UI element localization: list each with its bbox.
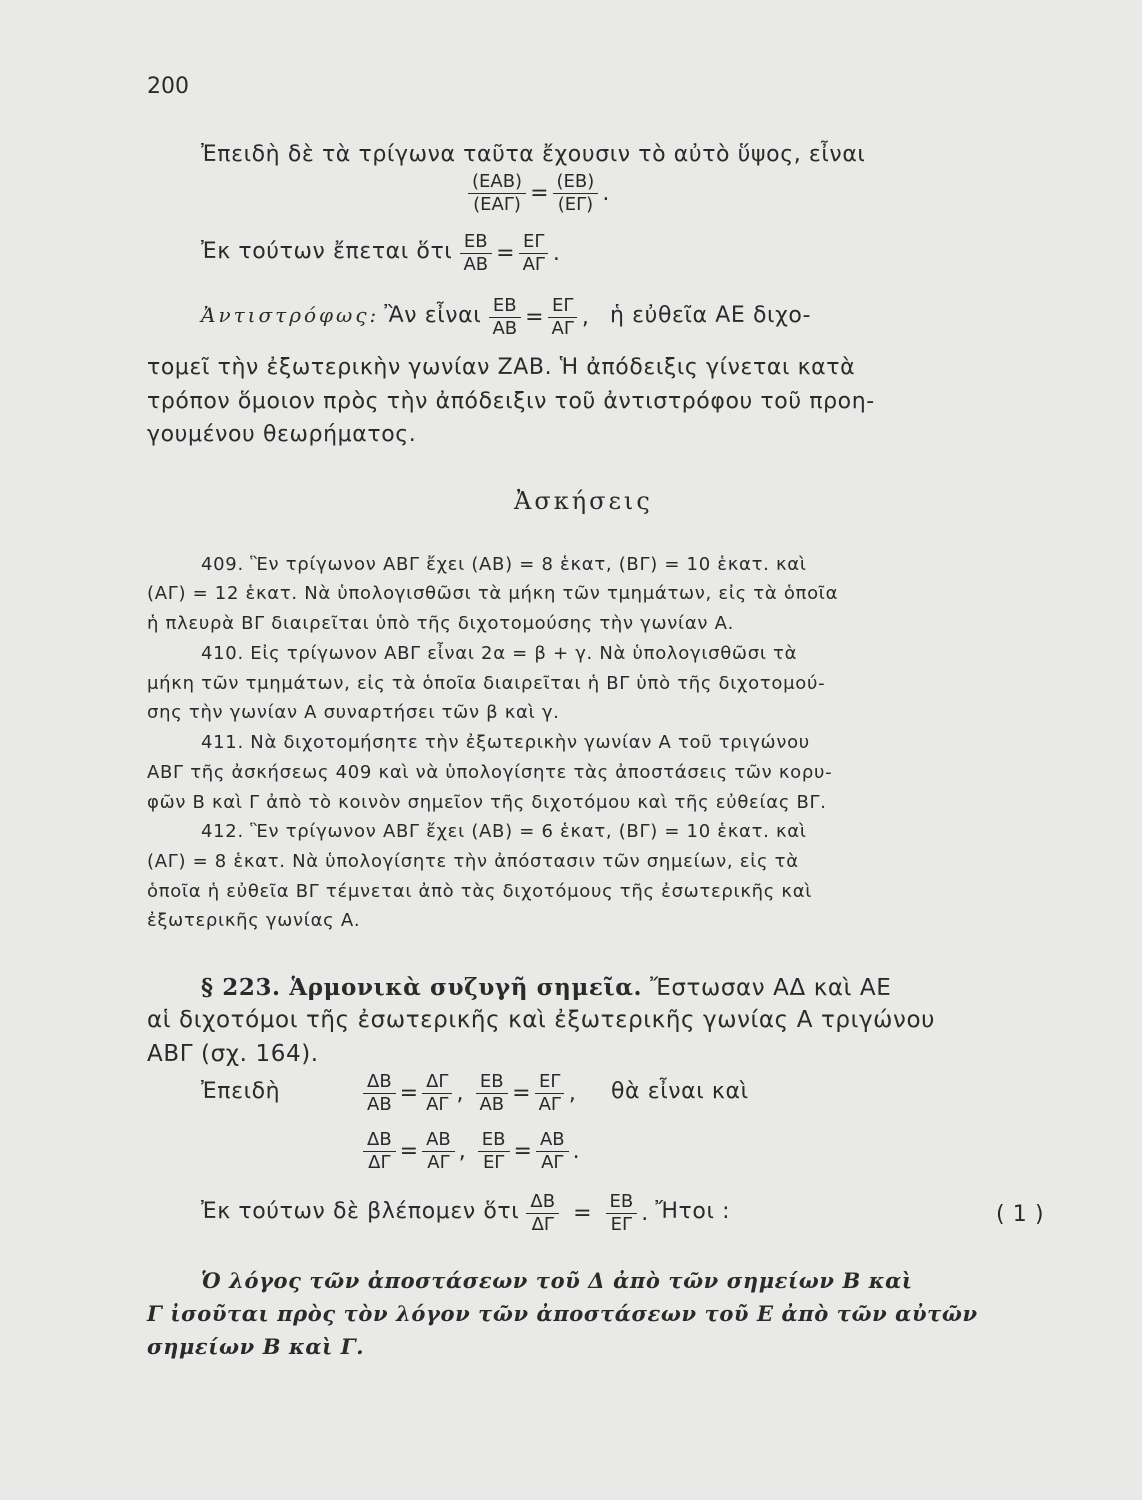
numerator: ΕΓ — [535, 1072, 564, 1094]
exercise-line: ΑΒΓ τῆς ἀσκήσεως 409 καὶ νὰ ὑπολογίσητε τὰς ἀποστάσεις τῶν κορυ- — [147, 762, 833, 783]
denominator: ΑΒ — [367, 1093, 392, 1115]
section-line3: ΑΒΓ (σχ. 164). — [147, 1041, 319, 1067]
p2-line1 — [201, 296, 811, 339]
p1-line1: Ἐπειδὴ δὲ τὰ τρίγωνα ταῦτα ἔχουσιν τὸ αὐτὸ ὕψος, εἶναι — [201, 142, 866, 167]
numerator: ΕΒ — [606, 1192, 638, 1214]
numerator: ΕΓ — [519, 232, 548, 254]
denominator: ΔΓ — [368, 1151, 391, 1173]
equals-sign: = — [525, 304, 544, 330]
p1-line3 — [201, 232, 562, 275]
fraction — [363, 1072, 396, 1115]
equals-sign: = — [496, 240, 515, 266]
denominator: ΑΓ — [426, 1093, 449, 1115]
page-number: 200 — [147, 74, 189, 99]
numerator: ΔΒ — [526, 1192, 559, 1214]
exercises-heading: Ἀσκήσεις — [514, 487, 653, 515]
section-line1 — [201, 974, 891, 1001]
comma: , — [568, 1080, 576, 1106]
exercise-line: ἡ πλευρὰ ΒΓ διαιρεῖται ὑπὸ τῆς διχοτομούσης τὴν γωνίαν Α. — [147, 613, 735, 634]
denominator: ΕΓ — [610, 1213, 633, 1235]
numerator: (ΕΑΒ) — [468, 172, 526, 194]
denominator: ΑΓ — [522, 253, 545, 275]
equation-label: ( 1 ) — [996, 1202, 1045, 1227]
numerator: ΕΒ — [460, 232, 492, 254]
period: . — [572, 1138, 580, 1164]
denominator: ΑΒ — [463, 253, 489, 275]
fraction — [422, 1072, 452, 1115]
ek-touton-text: Ἐκ τούτων δὲ βλέπομεν ὅτι — [201, 1198, 520, 1224]
fraction — [535, 1072, 565, 1115]
fraction — [475, 1072, 508, 1115]
numerator: ΔΒ — [363, 1072, 396, 1094]
p2-line1-rest: ἡ εὐθεῖα ΑΕ διχο- — [609, 302, 811, 328]
numerator: ΑΒ — [536, 1130, 569, 1152]
p1-ratio-areas — [466, 172, 611, 215]
fraction — [536, 1130, 569, 1173]
exercise-line: 410. Εἰς τρίγωνον ΑΒΓ εἶναι 2α = β + γ. Νὰ ὑπολογισθῶσι τὰ — [201, 643, 798, 664]
comma: , — [581, 304, 589, 330]
fraction — [459, 232, 492, 275]
exercise-line: φῶν Β καὶ Γ ἀπὸ τὸ κοινὸν σημεῖον τῆς διχοτόμου καὶ τῆς εὐθείας ΒΓ. — [147, 792, 827, 813]
itoi-text: Ἤτοι : — [655, 1198, 731, 1224]
exercise-line: 412. Ἓν τρίγωνον ΑΒΓ ἔχει (ΑΒ) = 6 ἑκατ, (ΒΓ) = 10 ἑκατ. καὶ — [201, 821, 807, 842]
equals-sign: = — [399, 1138, 419, 1164]
fraction — [553, 172, 599, 215]
exercise-line: 411. Νὰ διχοτομήσητε τὴν ἐξωτερικὴν γωνίαν Α τοῦ τριγώνου — [201, 732, 810, 753]
comma: , — [458, 1138, 466, 1164]
p2-line2: τομεῖ τὴν ἐξωτερικὴν γωνίαν ΖΑΒ. Ἡ ἀπόδειξις γίνεται κατὰ — [147, 355, 856, 380]
section-line2: αἱ διχοτόμοι τῆς ἐσωτερικῆς καὶ ἐξωτερικῆς γωνίας Α τριγώνου — [147, 1007, 936, 1033]
fraction — [422, 1130, 455, 1173]
period: . — [552, 240, 560, 266]
fraction — [363, 1130, 396, 1173]
tha-einai-text: θὰ εἶναι καὶ — [611, 1078, 749, 1104]
ratio-row-3 — [201, 1192, 730, 1235]
p1-line3-text: Ἐκ τούτων ἔπεται ὅτι — [201, 238, 453, 264]
theorem-line: Γ ἰσοῦται πρὸς τὸν λόγον τῶν ἀποστάσεων τοῦ Ε ἀπὸ τῶν αὐτῶν — [147, 1301, 978, 1326]
period: . — [602, 180, 610, 206]
numerator: ΕΒ — [489, 296, 521, 318]
equals-sign: = — [530, 180, 549, 206]
denominator: (ΕΓ) — [557, 193, 594, 215]
fraction — [478, 1130, 510, 1173]
exercise-line: σης τὴν γωνίαν Α συναρτήσει τῶν β καὶ γ. — [147, 702, 560, 723]
comma: , — [456, 1080, 464, 1106]
exercise-line: μήκη τῶν τμημάτων, εἰς τὰ ὁποῖα διαιρεῖται ἡ ΒΓ ὑπὸ τῆς διχοτομού- — [147, 673, 826, 694]
antistrofos-label: Ἀντιστρόφως: — [201, 302, 380, 327]
fraction — [519, 232, 549, 275]
fraction — [468, 172, 526, 215]
ratio-row-1 — [201, 1072, 749, 1115]
p2-line3: τρόπον ὅμοιον πρὸς τὴν ἀπόδειξιν τοῦ ἀντιστρόφου τοῦ προη- — [147, 389, 875, 414]
theorem-line: Ὁ λόγος τῶν ἀποστάσεων τοῦ Δ ἀπὸ τῶν σημείων Β καὶ — [201, 1268, 913, 1293]
equals-sign: = — [399, 1080, 419, 1106]
numerator: ΑΒ — [422, 1130, 455, 1152]
fraction — [526, 1192, 559, 1235]
fraction — [548, 296, 578, 339]
p2-line4: γουμένου θεωρήματος. — [147, 422, 417, 447]
theorem-line: σημείων Β καὶ Γ. — [147, 1334, 365, 1359]
exercise-line: (ΑΓ) = 12 ἑκατ. Νὰ ὑπολογισθῶσι τὰ μήκη τῶν τμημάτων, εἰς τὰ ὁποῖα — [147, 583, 839, 604]
exercise-line: ὁποῖα ἡ εὐθεῖα ΒΓ τέμνεται ἀπὸ τὰς διχοτόμους τῆς ἐσωτερικῆς καὶ — [147, 881, 813, 902]
numerator: ΔΓ — [422, 1072, 452, 1094]
denominator: ΑΓ — [541, 1151, 564, 1173]
equals-sign: = — [513, 1138, 532, 1164]
exercise-line: 409. Ἓν τρίγωνον ΑΒΓ ἔχει (ΑΒ) = 8 ἑκατ, (ΒΓ) = 10 ἑκατ. καὶ — [201, 554, 807, 575]
section-line1-rest: Ἔστωσαν ΑΔ καὶ ΑΕ — [650, 975, 892, 1001]
denominator: ΑΓ — [427, 1151, 450, 1173]
denominator: ΑΓ — [551, 317, 574, 339]
equals-sign: = — [512, 1080, 531, 1106]
fraction — [606, 1192, 638, 1235]
denominator: ΔΓ — [531, 1213, 554, 1235]
denominator: ΕΓ — [482, 1151, 505, 1173]
numerator: ΕΒ — [476, 1072, 508, 1094]
numerator: ΕΒ — [478, 1130, 510, 1152]
exercise-line: ἐξωτερικῆς γωνίας Α. — [147, 910, 361, 931]
numerator: (ΕΒ) — [553, 172, 599, 194]
section-title: § 223. Ἁρμονικὰ συζυγῆ σημεῖα. — [201, 974, 643, 1001]
ratio-row-2 — [361, 1130, 582, 1173]
period: . — [641, 1200, 649, 1226]
an-einai: Ἂν εἶναι — [384, 302, 482, 328]
numerator: ΔΒ — [363, 1130, 396, 1152]
denominator: ΑΒ — [492, 317, 518, 339]
denominator: (ΕΑΓ) — [473, 193, 521, 215]
numerator: ΕΓ — [548, 296, 577, 318]
epeidi-word: Ἐπειδὴ — [201, 1078, 281, 1104]
equals-sign: = — [573, 1200, 592, 1226]
fraction — [488, 296, 521, 339]
denominator: ΑΓ — [538, 1093, 561, 1115]
denominator: ΑΒ — [479, 1093, 505, 1115]
exercise-line: (ΑΓ) = 8 ἑκατ. Νὰ ὑπολογίσητε τὴν ἀπόστασιν τῶν σημείων, εἰς τὰ — [147, 851, 799, 872]
